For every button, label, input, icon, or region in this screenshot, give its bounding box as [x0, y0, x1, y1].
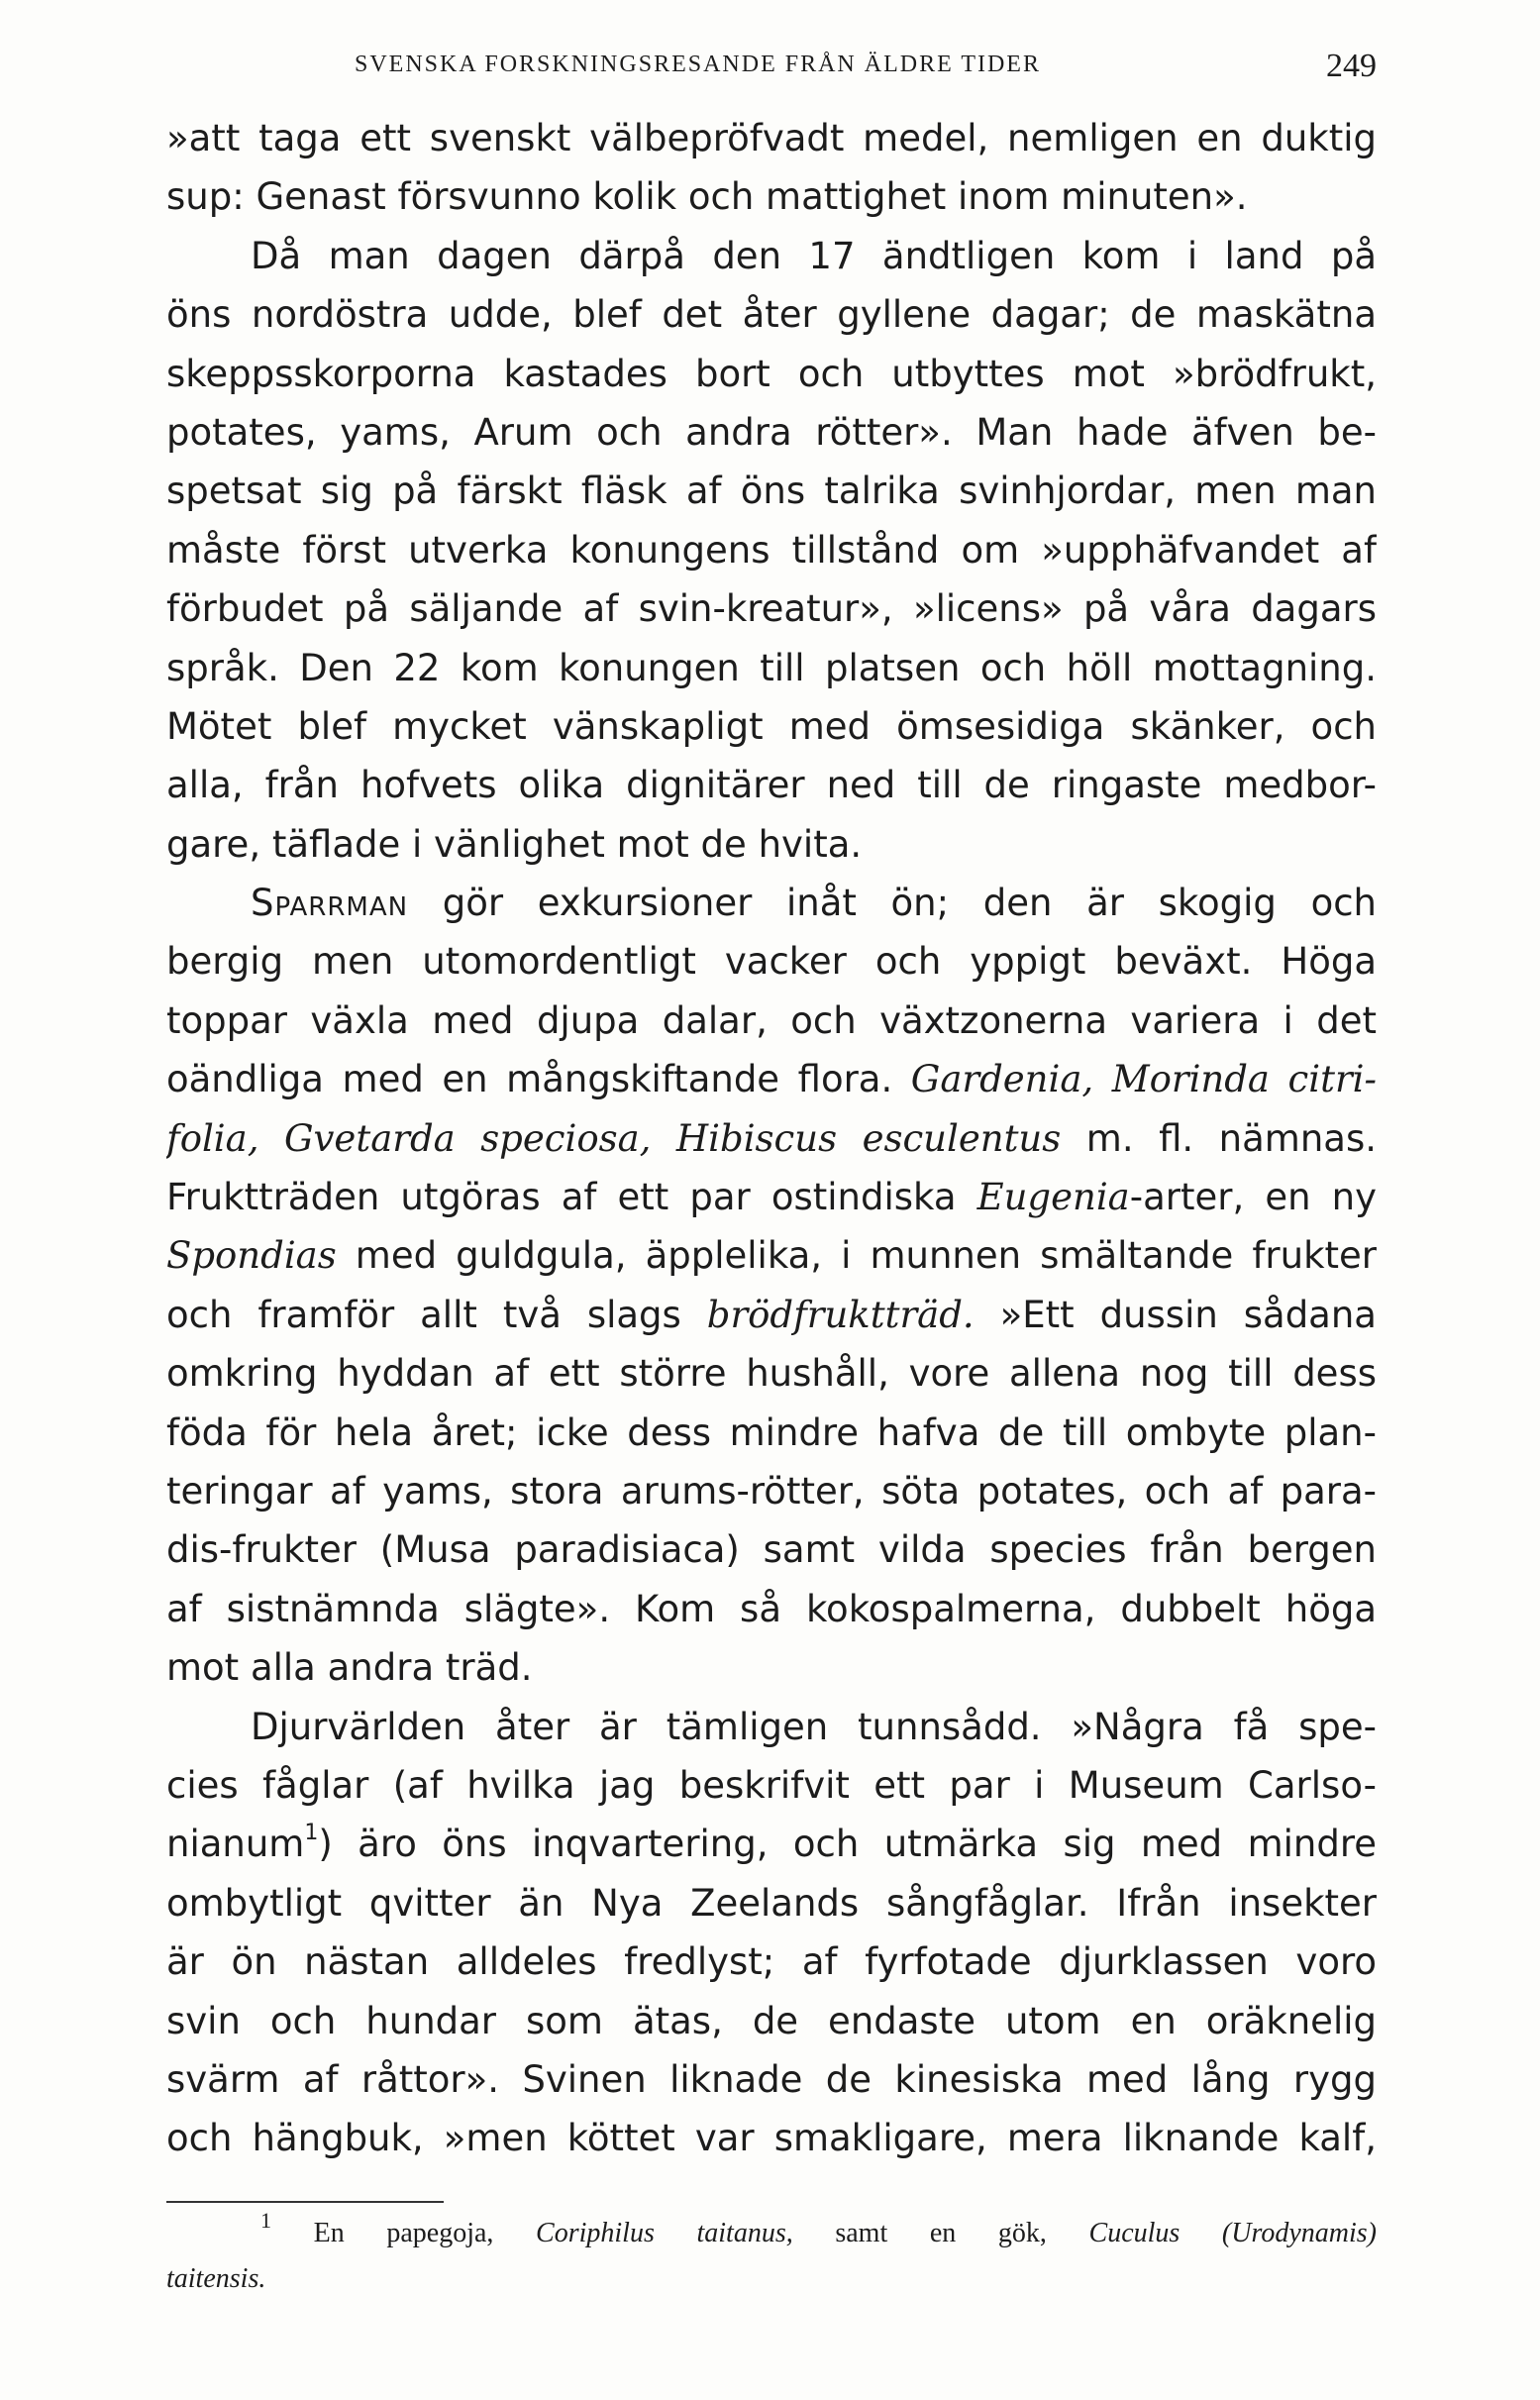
text-line: [166, 1638, 1377, 1697]
text-segment: ombytligt qvitter än Nya Zeelands sångfåglar. Ifrån insekter: [166, 1881, 1377, 1925]
text-segment: med guldgula, äpplelika, i munnen smältande frukter: [336, 1234, 1377, 1278]
italic-text: Eugenia: [976, 1176, 1130, 1219]
text-segment: nianum: [166, 1823, 305, 1866]
text-line: [166, 1815, 1377, 1873]
running-head: [166, 48, 1377, 91]
footnote-rule: [166, 2201, 444, 2203]
text-line: [166, 1050, 1377, 1108]
text-segment: är ön nästan alldeles fredlyst; af fyrfotade djurklassen voro: [166, 1940, 1377, 1984]
text-segment: gör exkursioner inåt ön; den är skogig och: [408, 882, 1377, 925]
text-line: [166, 932, 1377, 991]
text-segment: m. fl. nämnas.: [1061, 1116, 1377, 1160]
text-segment: ) äro öns inqvartering, och utmärka sig med mindre: [318, 1823, 1377, 1866]
text-line: [166, 991, 1377, 1050]
text-line: [166, 1404, 1377, 1462]
text-line: [166, 697, 1377, 756]
italic-text: Spondias: [166, 1234, 337, 1278]
footnote-marker: 1: [304, 1821, 319, 1845]
body-text: [166, 109, 1377, 2168]
italic-text: Coriphilus taitanus,: [536, 2218, 793, 2248]
text-line: [166, 1462, 1377, 1520]
text-line: [166, 167, 1377, 226]
footnote-line: [166, 2207, 1377, 2256]
text-line: [166, 1698, 1377, 1756]
text-segment: bergig men utomordentligt vacker och yppigt beväxt. Höga: [166, 940, 1377, 984]
text-segment: öns nordöstra udde, blef det åter gyllene dagar; de maskätna: [166, 293, 1377, 337]
text-segment: En papegoja,: [271, 2218, 537, 2248]
text-line: [166, 815, 1377, 874]
text-segment: af sistnämnda slägte». Kom så kokospalmerna, dubbelt höga: [166, 1587, 1377, 1630]
text-segment: potates, yams, Arum och andra rötter». Man hade äfven be-: [166, 410, 1377, 454]
small-caps-name: Sparrman: [251, 882, 409, 925]
text-line: [166, 756, 1377, 814]
text-segment: måste först utverka konungens tillstånd om »upphäfvandet af: [166, 528, 1377, 572]
text-segment: Mötet blef mycket vänskapligt med ömsesidiga skänker, och: [166, 704, 1377, 748]
text-line: [166, 1992, 1377, 2050]
text-line: [166, 1932, 1377, 1991]
text-segment: oändliga med en mångskiftande flora.: [166, 1058, 911, 1101]
text-segment: Fruktträden utgöras af ett par ostindiska: [166, 1176, 977, 1219]
text-segment: mot alla andra träd.: [166, 1646, 533, 1690]
text-line: [166, 1226, 1377, 1285]
text-segment: svin och hundar som ätas, de endaste utom en oräknelig: [166, 1999, 1377, 2042]
text-line: [166, 2109, 1377, 2167]
page-number: 249: [1326, 48, 1377, 84]
italic-text: brödfruktträd.: [706, 1293, 975, 1336]
text-line: [166, 874, 1377, 932]
text-line: [166, 2050, 1377, 2109]
text-segment: gare, täflade i vänlighet mot de hvita.: [166, 822, 863, 866]
text-segment: samt en gök,: [792, 2218, 1089, 2248]
text-line: [166, 109, 1377, 167]
text-line: [166, 403, 1377, 462]
text-segment: dis-frukter (Musa paradisiaca) samt vilda species från bergen: [166, 1528, 1377, 1572]
text-line: [166, 345, 1377, 403]
text-line: [166, 1168, 1377, 1226]
text-segment: skeppsskorporna kastades bort och utbyttes mot »brödfrukt,: [166, 352, 1377, 395]
text-segment: språk. Den 22 kom konungen till platsen och höll mottagning.: [166, 646, 1377, 689]
text-segment: spetsat sig på färskt fläsk af öns talrika svinhjordar, men man: [166, 470, 1377, 513]
italic-text: Gardenia, Morinda citri-: [910, 1058, 1377, 1101]
text-segment: omkring hyddan af ett större hushåll, vore allena nog till dess: [166, 1352, 1377, 1396]
running-title: SVENSKA FORSKNINGSRESANDE FRÅN ÄLDRE TIDER: [355, 52, 1041, 77]
footnote: [166, 2207, 1377, 2302]
text-segment: alla, från hofvets olika dignitärer ned till de ringaste medbor-: [166, 764, 1377, 807]
text-line: [166, 639, 1377, 697]
text-segment: Då man dagen därpå den 17 ändtligen kom i land på: [251, 234, 1377, 277]
text-segment: cies fåglar (af hvilka jag beskrifvit ett par i Museum Carlso-: [166, 1763, 1377, 1807]
text-line: [166, 579, 1377, 638]
text-segment: svärm af råttor». Svinen liknade de kinesiska med lång rygg: [166, 2057, 1377, 2101]
text-line: [166, 1109, 1377, 1168]
footnote-marker: 1: [260, 2207, 271, 2233]
text-segment: och framför allt två slags: [166, 1293, 707, 1336]
text-line: [166, 1520, 1377, 1579]
text-line: [166, 1874, 1377, 1932]
text-line: [166, 1344, 1377, 1403]
text-segment: och hängbuk, »men köttet var smakligare, mera liknande kalf,: [166, 2117, 1377, 2160]
text-line: [166, 1286, 1377, 1344]
text-segment: -arter, en ny: [1129, 1176, 1377, 1219]
text-segment: »Ett dussin sådana: [974, 1293, 1377, 1336]
text-segment: »att taga ett svenskt välbepröfvadt medel, nemligen en duktig: [166, 117, 1377, 159]
italic-text: Cuculus (Urodynamis): [1088, 2218, 1377, 2248]
italic-text: taitensis.: [166, 2263, 266, 2294]
text-line: [166, 521, 1377, 579]
text-segment: toppar växla med djupa dalar, och växtzonerna variera i det: [166, 998, 1377, 1042]
text-segment: teringar af yams, stora arums-rötter, söta potates, och af para-: [166, 1469, 1377, 1513]
text-line: [166, 285, 1377, 344]
text-segment: sup: Genast försvunno kolik och mattighet inom minuten».: [166, 175, 1248, 219]
text-line: [166, 1756, 1377, 1815]
text-line: [166, 462, 1377, 520]
text-segment: föda för hela året; icke dess mindre hafva de till ombyte plan-: [166, 1410, 1377, 1454]
text-segment: Djurvärlden åter är tämligen tunnsådd. »Några få spe-: [251, 1705, 1377, 1748]
text-line: [166, 227, 1377, 285]
text-line: [166, 1580, 1377, 1638]
footnote-line: [166, 2256, 1377, 2302]
italic-text: folia, Gvetarda speciosa, Hibiscus esculentus: [166, 1116, 1062, 1160]
text-segment: förbudet på säljande af svin-kreatur», »licens» på våra dagars: [166, 587, 1377, 631]
